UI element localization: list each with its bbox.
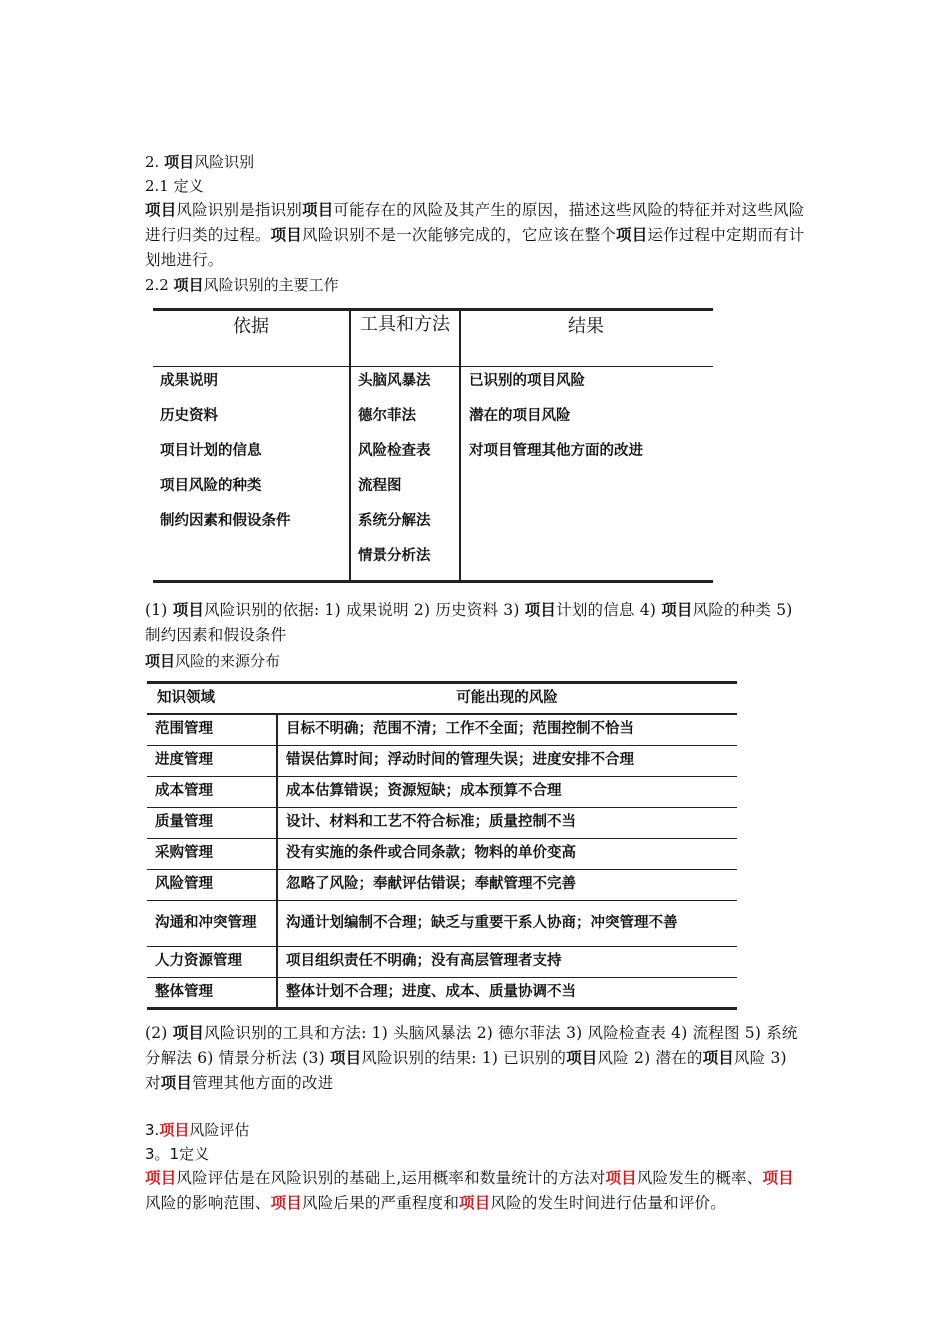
knowledge-area-cell: 沟通和冲突管理 <box>147 900 277 946</box>
table-row <box>147 776 737 807</box>
column-tools <box>358 370 431 580</box>
risk-cell: 成本估算错误；资源短缺；成本预算不合理 <box>277 776 737 807</box>
knowledge-area-cell: 整体管理 <box>147 977 277 1008</box>
table-row <box>147 745 737 776</box>
tool-cell: 风险检查表 <box>358 443 431 459</box>
basis-cell: 历史资料 <box>160 408 218 424</box>
document-body-2 <box>145 598 805 673</box>
bold-term: 项目 <box>616 226 648 244</box>
section-2-definition <box>145 198 805 273</box>
identification-basis-paragraph <box>145 598 805 648</box>
table-column-divider <box>459 308 461 583</box>
header-possible-risks: 可能出现的风险 <box>277 683 737 715</box>
tools-and-results-paragraph <box>145 1021 805 1096</box>
bold-term: 项目 <box>160 1074 193 1092</box>
table-row <box>147 977 737 1008</box>
heading-bold-term: 项目 <box>164 153 195 171</box>
risk-source-table <box>147 681 737 1010</box>
risk-cell: 整体计划不合理；进度、成本、质量协调不当 <box>277 977 737 1008</box>
heading-text: 风险评估 <box>189 1121 250 1139</box>
text-run: 风险的影响范围、 <box>145 1194 271 1212</box>
knowledge-area-cell: 范围管理 <box>147 714 277 745</box>
column-basis <box>160 370 291 545</box>
knowledge-area-cell: 质量管理 <box>147 807 277 838</box>
heading-highlight-term: 项目 <box>159 1121 190 1139</box>
bold-term: 项目 <box>566 1049 598 1067</box>
header-tools: 工具和方法 <box>360 314 450 335</box>
section-3-heading <box>145 1118 805 1142</box>
header-results: 结果 <box>568 316 604 337</box>
header-knowledge-area: 知识领域 <box>147 683 277 715</box>
basis-cell: 制约因素和假设条件 <box>160 513 291 529</box>
document-body-3 <box>145 1021 805 1216</box>
table-row <box>147 714 737 745</box>
knowledge-area-cell: 进度管理 <box>147 745 277 776</box>
text-run: 风险评估是在风险识别的基础上,运用概率和数量统计的方法对 <box>176 1169 606 1187</box>
result-cell: 已识别的项目风险 <box>469 373 585 389</box>
text-run: 风险识别的依据: 1) 成果说明 2) 历史资料 3) <box>204 601 525 619</box>
heading-number: 3. <box>145 1121 160 1139</box>
heading-number: 2.2 <box>145 276 169 294</box>
knowledge-area-cell: 人力资源管理 <box>147 946 277 977</box>
basis-cell: 项目计划的信息 <box>160 443 262 459</box>
bold-term: 项目 <box>145 652 176 670</box>
knowledge-area-cell: 采购管理 <box>147 838 277 869</box>
text-run: 可能存在的风险及其产生的原因，描述这些风险的特征并对这些风险进行归类的过程。 <box>145 201 805 244</box>
tool-cell: 头脑风暴法 <box>358 373 431 389</box>
heading-text: 风险识别 <box>194 153 255 171</box>
text-run: 风险 3) 对 <box>145 1049 787 1092</box>
basis-cell: 项目风险的种类 <box>160 478 262 494</box>
heading-number: 2. <box>145 153 160 171</box>
section-3-definition <box>145 1166 805 1216</box>
bold-term: 项目 <box>302 201 334 219</box>
table-row <box>147 838 737 869</box>
tool-cell: 德尔菲法 <box>358 408 416 424</box>
risk-identification-table <box>153 308 713 583</box>
risk-cell: 目标不明确；范围不清；工作不全面；范围控制不恰当 <box>277 714 737 745</box>
text-run: (1) <box>145 601 173 619</box>
basis-cell: 成果说明 <box>160 373 218 389</box>
header-basis: 依据 <box>233 316 269 337</box>
section-2-heading <box>145 150 805 174</box>
table-top-rule <box>153 308 713 311</box>
risk-source-title <box>145 649 805 673</box>
table-header-row <box>147 683 737 715</box>
section-2-1-heading: 2.1 定义 <box>145 177 204 195</box>
risk-cell: 错误估算时间；浮动时间的管理失误；进度安排不合理 <box>277 745 737 776</box>
text-run: 计划的信息 4) <box>556 601 662 619</box>
bold-term: 项目 <box>172 601 205 619</box>
section-2-2-heading <box>145 273 805 297</box>
text-run: 风险的发生时间进行估量和评价。 <box>490 1194 726 1212</box>
risk-cell: 忽略了风险；奉献评估错误；奉献管理不完善 <box>277 869 737 900</box>
result-cell: 潜在的项目风险 <box>469 408 571 424</box>
bold-term: 项目 <box>762 1169 794 1187</box>
bold-term: 项目 <box>661 601 693 619</box>
text-run: (2) <box>145 1024 173 1042</box>
document-body <box>145 150 805 297</box>
text-run: 风险识别的结果: 1) 已识别的 <box>361 1049 567 1067</box>
text-run: 风险发生的概率、 <box>636 1169 763 1187</box>
text-run: 风险后果的严重程度和 <box>302 1194 460 1212</box>
table-row <box>147 807 737 838</box>
knowledge-area-cell: 风险管理 <box>147 869 277 900</box>
heading-text: 风险识别的主要工作 <box>203 276 339 294</box>
table-bottom-rule <box>153 580 713 583</box>
tool-cell: 情景分析法 <box>358 548 431 564</box>
bold-term: 项目 <box>270 1194 303 1212</box>
bold-term: 项目 <box>145 1169 177 1187</box>
bold-term: 项目 <box>172 1024 205 1042</box>
bold-term: 项目 <box>270 226 303 244</box>
table-row <box>147 869 737 900</box>
bold-term: 项目 <box>605 1169 637 1187</box>
text-run: 风险识别不是一次能够完成的，它应该在整个 <box>302 226 617 244</box>
bold-term: 项目 <box>524 601 557 619</box>
heading-bold-term: 项目 <box>173 276 204 294</box>
risk-cell: 没有实施的条件或合同条款；物料的单价变高 <box>277 838 737 869</box>
bold-term: 项目 <box>145 201 177 219</box>
text-run: 风险识别的工具和方法: 1) 头脑风暴法 2) 德尔菲法 3) 风险检查表 4) 流程图 5) 系统分解法 6) 情景分析法 (3) <box>145 1024 798 1067</box>
text-run: 风险的种类 5) 制约因素和假设条件 <box>145 601 793 644</box>
column-results <box>469 370 643 475</box>
bold-term: 项目 <box>459 1194 491 1212</box>
risk-cell: 项目组织责任不明确；没有高层管理者支持 <box>277 946 737 977</box>
text-run: 运作过程中定期而有计划地进行。 <box>145 226 805 269</box>
table-row <box>147 946 737 977</box>
text-run: 管理其他方面的改进 <box>192 1074 334 1092</box>
bold-term: 项目 <box>329 1049 362 1067</box>
table-column-divider <box>349 308 351 583</box>
result-cell: 对项目管理其他方面的改进 <box>469 443 643 459</box>
section-3-1-heading: 3。1定义 <box>145 1145 210 1163</box>
text-run: 风险识别是指识别 <box>176 201 303 219</box>
risk-cell: 沟通计划编制不合理；缺乏与重要干系人协商；冲突管理不善 <box>277 900 737 946</box>
tool-cell: 流程图 <box>358 478 402 494</box>
knowledge-area-cell: 成本管理 <box>147 776 277 807</box>
bold-term: 项目 <box>702 1049 734 1067</box>
risk-cell: 设计、材料和工艺不符合标准；质量控制不当 <box>277 807 737 838</box>
table-header-rule <box>153 366 713 367</box>
text-run: 风险 2) 潜在的 <box>597 1049 703 1067</box>
title-text: 风险的来源分布 <box>175 652 281 670</box>
tool-cell: 系统分解法 <box>358 513 431 529</box>
table-row <box>147 900 737 946</box>
